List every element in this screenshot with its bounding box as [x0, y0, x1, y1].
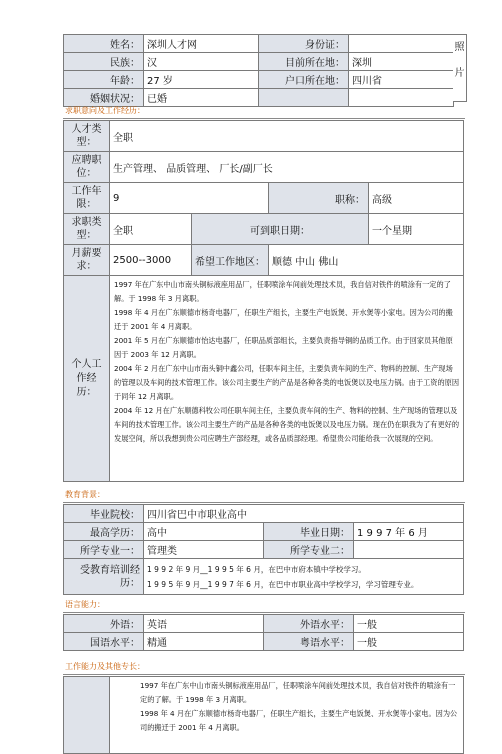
location-label: 目前所在地： [259, 53, 349, 71]
age-label: 年龄： [64, 71, 144, 89]
photo-box [453, 34, 467, 102]
position-value: 生产管理、 品质管理、 厂长/副厂长 [110, 152, 464, 183]
degree-value: 高中 [144, 523, 264, 541]
degree-label: 最高学历： [64, 523, 144, 541]
job-type-label: 求职类型： [64, 214, 110, 245]
section-education-title: 教育背景： [65, 490, 105, 499]
start-date-value: 一个星期 [369, 214, 464, 245]
language-table [63, 614, 463, 651]
skills-cell [110, 677, 464, 754]
grad-date-value: 1 9 9 7 年 6 月 [354, 523, 464, 541]
id-value [349, 35, 454, 53]
name-label: 姓名： [64, 35, 144, 53]
id-label: 身份证： [259, 35, 349, 53]
training-label: 受教育培训经历： [64, 559, 144, 595]
salary-value: 2500--3000 [110, 245, 192, 276]
intent-table [63, 120, 463, 482]
major1-value: 管理类 [144, 541, 264, 559]
grad-date-label: 毕业日期： [264, 523, 354, 541]
hukou-label: 户口所在地： [259, 71, 349, 89]
years-label: 工作年限： [64, 183, 110, 214]
personal-info-table [63, 34, 463, 107]
foreign-level-value: 一般 [354, 615, 464, 633]
location-value: 深圳 [349, 53, 454, 71]
foreign-language-value: 英语 [144, 615, 264, 633]
skills-item: 1997 年在广东中山市南头铜标液座用品厂，任职喷涂车间前处理技术员，我自信对铁件的喷涂有一定的了解。于 1998 年 3 月离职。 [140, 681, 456, 704]
talent-type-label: 人才类型： [64, 121, 110, 152]
section-skills-title: 工作能力及其他专长： [65, 662, 145, 671]
region-label: 希望工作地区： [192, 245, 269, 276]
history-text [110, 276, 463, 448]
cantonese-value: 一般 [354, 633, 464, 651]
position-label: 应聘职位： [64, 152, 110, 183]
skills-item: 1998 年 4 月在广东顺德市杨奇电器厂，任职生产组长，主要生产电饭煲、开水煲等小家电。因为公司的搬迁于 2001 年 4 月离职。 [140, 709, 458, 732]
cantonese-label: 粤语水平： [264, 633, 354, 651]
resume-page [63, 34, 471, 753]
section-intent-title: 求职意向及工作经历： [65, 106, 145, 115]
history-item: 2004 年 2 月在广东中山市南头铜中鑫公司，任职车间主任，主要负责车间的生产、物料的控制、生产现场的管理以及车间的技术管理工作。该公司主要生产的产品是各种各类的电饭煲以及电压力锅。由于工资的原因于同年 12 月离职。 [114, 364, 460, 401]
major1-label: 所学专业一： [64, 541, 144, 559]
ethnicity-value: 汉 [144, 53, 259, 71]
title-value: 高级 [369, 183, 464, 214]
marital-label: 婚姻状况： [64, 89, 144, 107]
section-education-heading [63, 488, 465, 503]
skills-label [64, 677, 110, 754]
region-value: 顺德 中山 佛山 [269, 245, 464, 276]
school-label: 毕业院校： [64, 505, 144, 523]
title-label: 职称： [269, 183, 369, 214]
history-cell [110, 276, 464, 482]
skills-text [110, 677, 463, 737]
talent-type-value: 全职 [110, 121, 464, 152]
hukou-value: 四川省 [349, 71, 454, 89]
age-value: 27 岁 [144, 71, 259, 89]
major2-label: 所学专业二： [264, 541, 354, 559]
section-language-title: 语言能力： [65, 600, 105, 609]
job-type-value: 全职 [110, 214, 192, 245]
training-item: 1 9 9 5 年 9 月__1 9 9 7 年 6 月，在巴中市职业高中学校学习，学习管理专业。 [147, 579, 419, 589]
history-item: 1997 年在广东中山市南头铜标液座用品厂，任职喷涂车间前处理技术员，我自信对铁件的喷涂有一定的了解。于 1998 年 3 月离职。 [114, 280, 451, 303]
foreign-level-label: 外语水平： [264, 615, 354, 633]
section-intent-heading [63, 104, 465, 119]
skills-table [63, 676, 463, 754]
major2-value [354, 541, 464, 559]
history-item: 1998 年 4 月在广东顺德市杨奇电器厂，任职生产组长，主要生产电饭煲、开水煲等小家电。因为公司的搬迁于 2001 年 4 月离职。 [114, 308, 453, 331]
training-cell [144, 559, 464, 595]
photo-char-1: 照 [454, 42, 465, 53]
years-value: 9 [110, 183, 269, 214]
history-label: 个人工作经历： [64, 276, 110, 482]
mandarin-label: 国语水平： [64, 633, 144, 651]
mandarin-value: 精通 [144, 633, 264, 651]
ethnicity-label: 民族： [64, 53, 144, 71]
school-value: 四川省巴中市职业高中 [144, 505, 464, 523]
section-skills-heading [63, 660, 465, 675]
start-date-label: 可到职日期： [192, 214, 369, 245]
history-item: 2001 年 5 月在广东顺德市怡达电器厂，任职品质部组长，主要负责指导铜的品质工作。由于回家员其他原因于 2003 年 12 月离职。 [114, 336, 453, 359]
foreign-language-label: 外语： [64, 615, 144, 633]
marital-value: 已婚 [144, 89, 259, 107]
training-item: 1 9 9 2 年 9 月__1 9 9 5 年 6 月，在巴中市府本镇中学校学习。 [147, 564, 366, 574]
section-language-heading [63, 598, 465, 613]
history-item: 2004 年 12 月在广东顺德科牧公司任职车间主任，主要负责车间的生产、物料的控制、生产现场的管理以及车间的技术管理工作。该公司主要生产的产品是各种各类的电饭煲以及电压力锅。现在仍在职我为了有更好的发展空间，所以我想到贵公司应聘生产部经理，或各品质部经理。希望贵公司能给我一次展现的空间。 [114, 406, 460, 443]
salary-label: 月薪要求： [64, 245, 110, 276]
name-value: 深圳人才网 [144, 35, 259, 53]
education-table [63, 504, 463, 595]
photo-char-2: 片 [454, 68, 465, 79]
